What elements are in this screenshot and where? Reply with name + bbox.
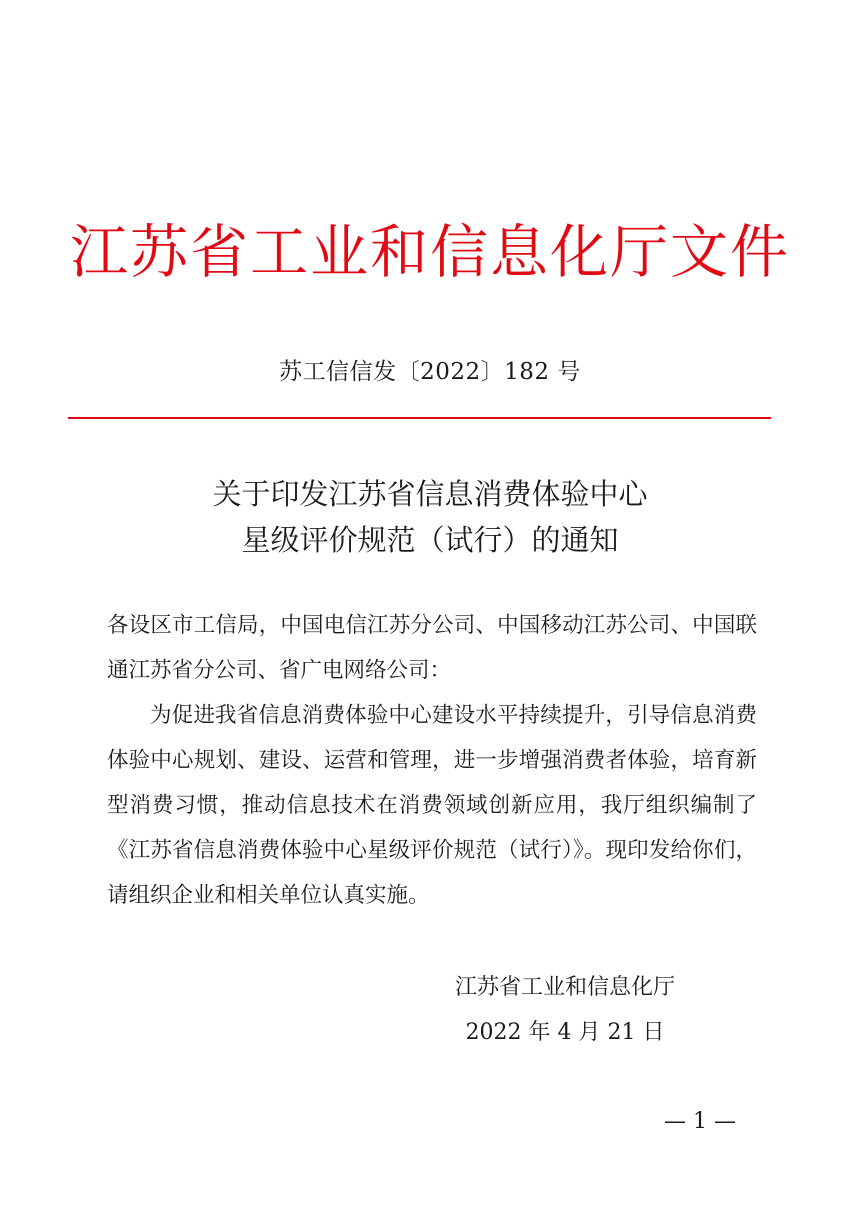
red-divider-rule (68, 417, 771, 419)
issue-date: 2022 年 4 月 21 日 (465, 1020, 665, 1045)
notice-body (107, 603, 757, 918)
addressee-paragraph: 各设区市工信局，中国电信江苏分公司、中国移动江苏公司、中国联通江苏省分公司、省广电网络公司： (107, 613, 757, 683)
body-paragraph: 为促进我省信息消费体验中心建设水平持续提升，引导信息消费体验中心规划、建设、运营和管理，进一步增强消费者体验，培育新型消费习惯，推动信息技术在消费领域创新应用，我厅组织编制了《江苏省信息消费体验中心星级评价规范（试行）》。现印发给你们，请组织企业和相关单位认真实施。 (107, 703, 757, 908)
page-number: — 1 — (664, 1109, 736, 1134)
document-header-title: 江苏省工业和信息化厅文件 (69, 218, 790, 286)
notice-title-line-2: 星级评价规范（试行）的通知 (241, 523, 619, 557)
issuer-name: 江苏省工业和信息化厅 (454, 975, 675, 1000)
notice-title-line-1: 关于印发江苏省信息消费体验中心 (212, 477, 648, 511)
notice-title (0, 471, 860, 563)
document-number: 苏工信信发〔2022〕182 号 (279, 359, 581, 385)
signature-block (420, 965, 710, 1055)
